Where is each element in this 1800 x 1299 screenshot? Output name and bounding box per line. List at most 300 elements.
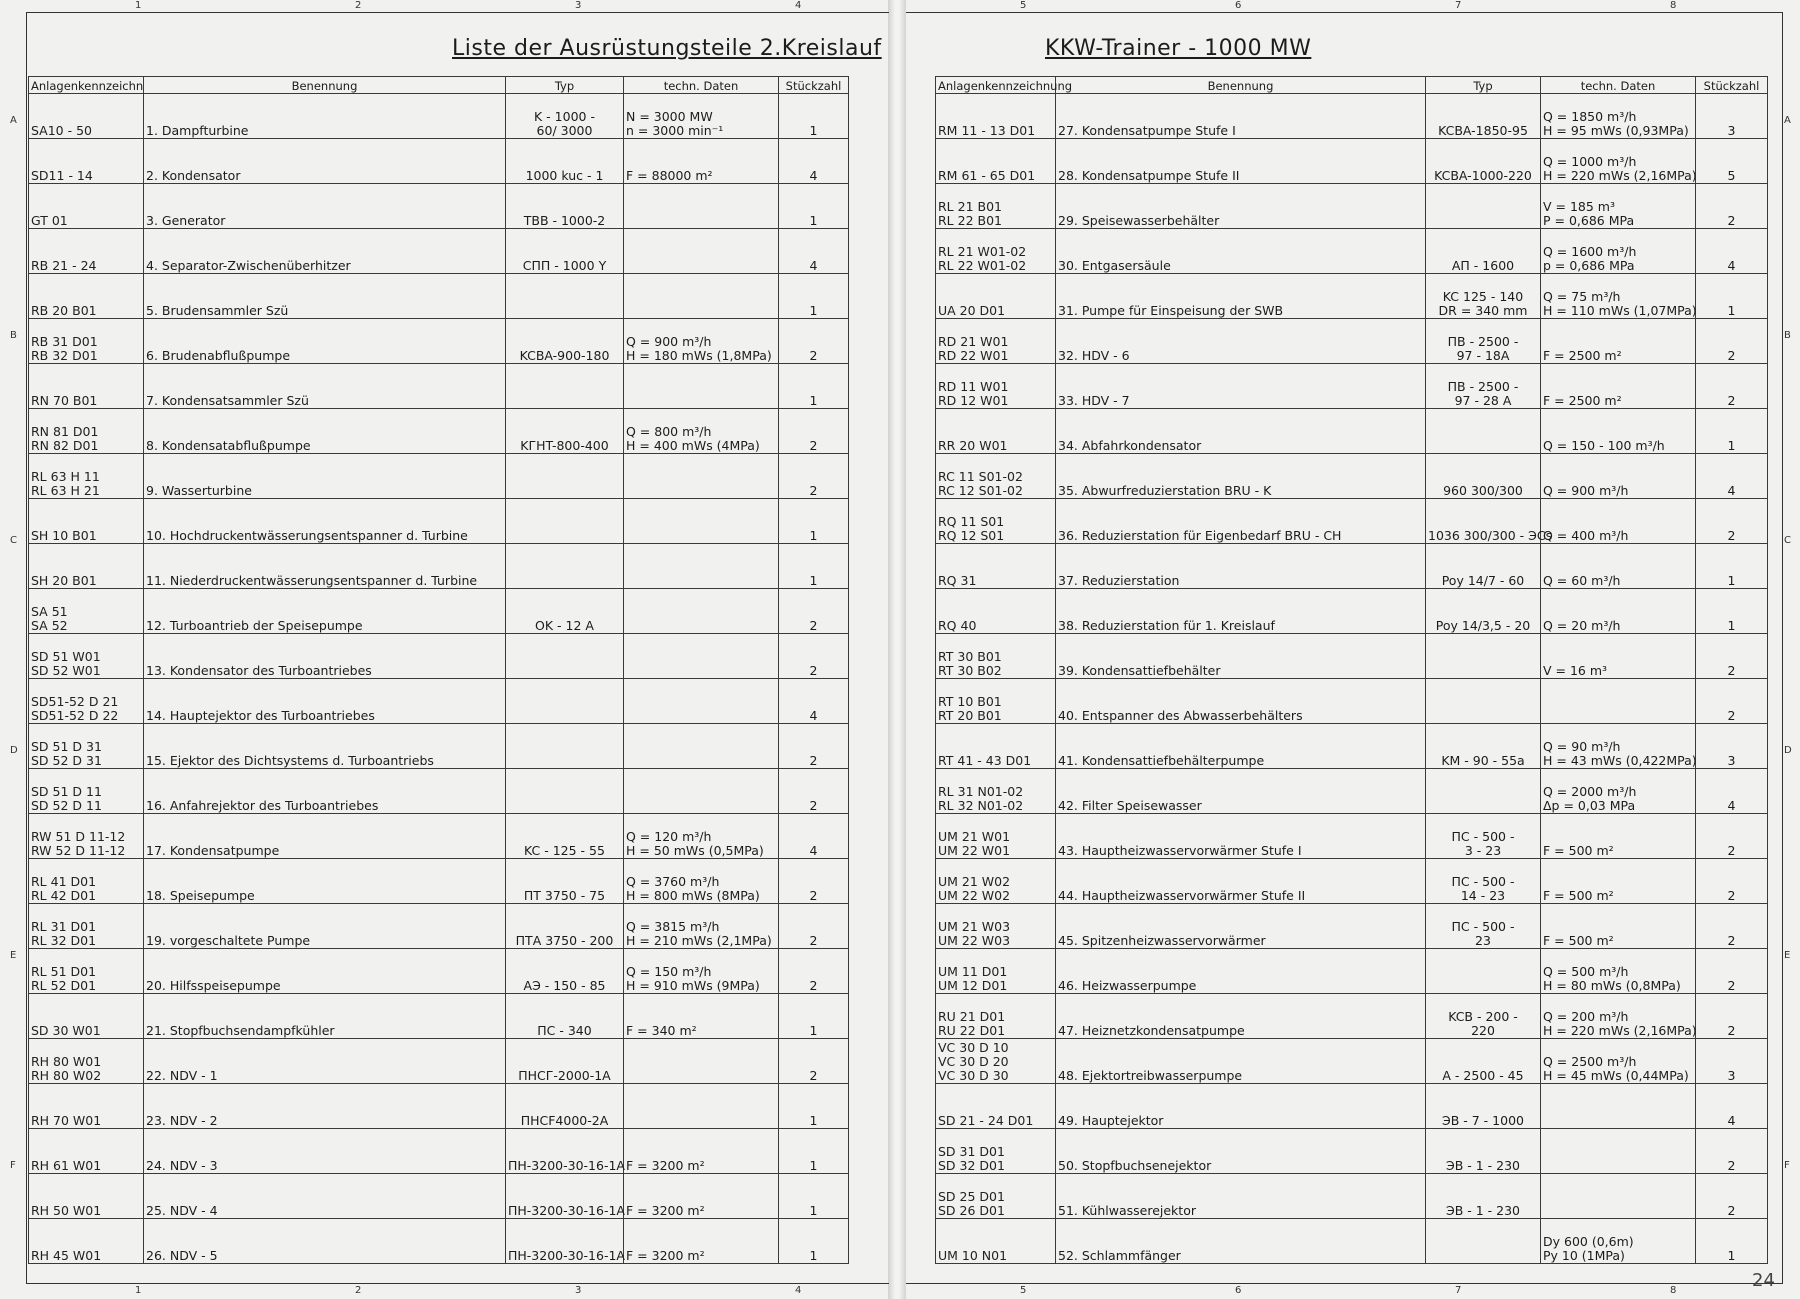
data-cell-line: Q = 1000 m³/h — [1543, 154, 1637, 169]
table-row — [29, 634, 849, 679]
code-cell — [936, 1129, 1056, 1174]
typ-cell-line: ПН-3200-30-16-1A — [508, 1203, 625, 1218]
code-cell-line: UM 12 D01 — [938, 978, 1008, 993]
data-cell — [624, 184, 779, 229]
qty-cell: 1 — [1696, 589, 1768, 634]
name-cell: 18. Speisepumpe — [144, 859, 506, 904]
qty-cell: 1 — [779, 364, 849, 409]
table-row — [936, 994, 1768, 1039]
data-cell-line: H = 80 mWs (0,8MPa) — [1543, 978, 1681, 993]
typ-cell — [506, 994, 624, 1039]
qty-cell: 2 — [1696, 904, 1768, 949]
code-cell-line: VC 30 D 10 — [938, 1040, 1009, 1055]
code-cell — [29, 1219, 144, 1264]
data-cell — [624, 274, 779, 319]
data-cell — [624, 859, 779, 904]
typ-cell — [506, 904, 624, 949]
table-row — [936, 814, 1768, 859]
typ-cell-line: ПНСГ-2000-1A — [518, 1068, 611, 1083]
table-row — [936, 724, 1768, 769]
code-cell-line: RB 20 B01 — [31, 303, 97, 318]
code-cell — [29, 184, 144, 229]
data-cell-line: Q = 2500 m³/h — [1543, 1054, 1637, 1069]
name-cell: 13. Kondensator des Turboantriebes — [144, 634, 506, 679]
qty-cell: 5 — [1696, 139, 1768, 184]
code-cell-line: RL 41 D01 — [31, 874, 97, 889]
code-cell — [936, 1219, 1056, 1264]
data-cell — [624, 544, 779, 589]
typ-cell-line: KC 125 - 140 — [1442, 289, 1524, 304]
code-cell-line: UM 21 W02 — [938, 874, 1011, 889]
grid-number: 3 — [575, 0, 582, 11]
code-cell-line: UA 20 D01 — [938, 303, 1006, 318]
table-row — [936, 1039, 1768, 1084]
name-cell: 34. Abfahrkondensator — [1056, 409, 1426, 454]
typ-cell — [506, 1039, 624, 1084]
code-cell-line: VC 30 D 30 — [938, 1068, 1009, 1083]
typ-cell — [1426, 94, 1541, 139]
code-cell-line: RL 32 N01-02 — [938, 798, 1024, 813]
data-cell — [1541, 994, 1696, 1039]
code-cell-line: RT 41 - 43 D01 — [938, 753, 1032, 768]
typ-cell — [1426, 634, 1541, 679]
data-cell-line: F = 3200 m² — [626, 1158, 705, 1173]
code-cell-line: RH 80 W02 — [31, 1068, 102, 1083]
name-cell: 15. Ejektor des Dichtsystems d. Turboantriebs — [144, 724, 506, 769]
table-row — [29, 724, 849, 769]
code-cell-line: RN 82 D01 — [31, 438, 99, 453]
code-cell-line: RR 20 W01 — [938, 438, 1008, 453]
name-cell: 39. Kondensattiefbehälter — [1056, 634, 1426, 679]
table-row — [936, 94, 1768, 139]
name-cell: 42. Filter Speisewasser — [1056, 769, 1426, 814]
table-row — [936, 409, 1768, 454]
data-cell-line: H = 110 mWs (1,07MPa) — [1543, 303, 1697, 318]
code-cell — [936, 409, 1056, 454]
typ-cell-line: 960 300/300 — [1443, 483, 1523, 498]
grid-letter: A — [1784, 115, 1791, 126]
code-cell — [29, 274, 144, 319]
table-row — [936, 1174, 1768, 1219]
typ-cell-line: 220 — [1471, 1023, 1495, 1038]
code-cell — [936, 634, 1056, 679]
qty-cell: 2 — [779, 319, 849, 364]
qty-cell: 1 — [779, 1219, 849, 1264]
qty-cell: 2 — [779, 724, 849, 769]
code-cell-line: RL 32 D01 — [31, 933, 97, 948]
code-cell-line: UM 22 W01 — [938, 843, 1011, 858]
typ-cell — [506, 454, 624, 499]
data-cell-line: F = 88000 m² — [626, 168, 713, 183]
data-cell — [624, 724, 779, 769]
typ-cell — [1426, 499, 1553, 544]
table-row — [29, 274, 849, 319]
qty-cell: 1 — [779, 499, 849, 544]
data-cell — [1541, 319, 1696, 364]
code-cell-line: SD51-52 D 22 — [31, 708, 119, 723]
code-cell-line: SD 30 W01 — [31, 1023, 101, 1038]
header-name: Benennung — [1056, 77, 1426, 94]
code-cell-line: UM 10 N01 — [938, 1248, 1008, 1263]
typ-cell — [506, 364, 624, 409]
code-cell-line: RM 61 - 65 D01 — [938, 168, 1036, 183]
code-cell — [29, 904, 144, 949]
data-cell-line: n = 3000 min⁻¹ — [626, 123, 724, 138]
typ-cell-line: KCB - 200 - — [1448, 1009, 1518, 1024]
code-cell — [936, 859, 1056, 904]
name-cell: 1. Dampfturbine — [144, 94, 506, 139]
name-cell: 25. NDV - 4 — [144, 1174, 506, 1219]
code-cell-line: RL 22 B01 — [938, 213, 1002, 228]
typ-cell — [1426, 1174, 1541, 1219]
name-cell: 17. Kondensatpumpe — [144, 814, 506, 859]
grid-letter: E — [1784, 950, 1791, 961]
code-cell-line: RB 21 - 24 — [31, 258, 97, 273]
code-cell-line: UM 11 D01 — [938, 964, 1008, 979]
grid-number: 4 — [795, 1285, 802, 1296]
data-cell — [1541, 409, 1696, 454]
data-cell — [624, 769, 779, 814]
code-cell-line: SH 10 B01 — [31, 528, 97, 543]
typ-cell — [506, 589, 624, 634]
code-cell-line: UM 21 W03 — [938, 919, 1011, 934]
typ-cell — [506, 499, 624, 544]
typ-cell — [1426, 1084, 1541, 1129]
data-cell-line: Q = 500 m³/h — [1543, 964, 1629, 979]
typ-cell — [506, 1084, 624, 1129]
code-cell-line: RM 11 - 13 D01 — [938, 123, 1036, 138]
data-cell-line: Dy 600 (0,6m) — [1543, 1234, 1634, 1249]
table-row — [936, 184, 1768, 229]
name-cell: 30. Entgasersäule — [1056, 229, 1426, 274]
code-cell-line: RL 31 N01-02 — [938, 784, 1024, 799]
data-cell-line: H = 220 mWs (2,16MPa) — [1543, 1023, 1697, 1038]
data-cell-line: Q = 800 m³/h — [626, 424, 712, 439]
data-cell — [1541, 94, 1696, 139]
qty-cell: 1 — [1696, 409, 1768, 454]
header-data: techn. Daten — [1541, 77, 1696, 94]
code-cell — [936, 589, 1056, 634]
code-cell — [29, 364, 144, 409]
typ-cell-line: A - 2500 - 45 — [1442, 1068, 1524, 1083]
code-cell-line: RL 21 B01 — [938, 199, 1002, 214]
name-cell: 45. Spitzenheizwasservorwärmer — [1056, 904, 1426, 949]
table-row — [936, 949, 1768, 994]
typ-cell — [506, 859, 624, 904]
qty-cell: 4 — [1696, 1084, 1768, 1129]
code-cell-line: RW 51 D 11-12 — [31, 829, 126, 844]
typ-cell-line: ПС - 500 - — [1451, 919, 1515, 934]
data-cell-line: F = 2500 m² — [1543, 348, 1622, 363]
code-cell-line: SD 52 D 11 — [31, 798, 102, 813]
typ-cell-line: ЭВ - 7 - 1000 — [1442, 1113, 1524, 1128]
grid-number: 7 — [1455, 1285, 1462, 1296]
data-cell-line: F = 3200 m² — [626, 1203, 705, 1218]
grid-letter: E — [10, 950, 17, 961]
code-cell — [936, 949, 1056, 994]
data-cell-line: N = 3000 MW — [626, 109, 713, 124]
typ-cell — [1426, 1219, 1541, 1264]
code-cell-line: GT 01 — [31, 213, 68, 228]
code-cell — [29, 454, 144, 499]
code-cell-line: UM 22 W03 — [938, 933, 1011, 948]
typ-cell — [1426, 1129, 1541, 1174]
qty-cell: 2 — [1696, 679, 1768, 724]
code-cell-line: SD 32 D01 — [938, 1158, 1005, 1173]
typ-cell-line: ПВ - 2500 - — [1447, 334, 1519, 349]
code-cell-line: SD 51 D 31 — [31, 739, 102, 754]
grid-letter: D — [10, 745, 18, 756]
code-cell-line: RT 10 B01 — [938, 694, 1002, 709]
data-cell — [1541, 364, 1696, 409]
typ-cell-line: ЭВ - 1 - 230 — [1445, 1203, 1521, 1218]
name-cell: 27. Kondensatpumpe Stufe I — [1056, 94, 1426, 139]
data-cell-line: Q = 1600 m³/h — [1543, 244, 1637, 259]
code-cell-line: SA10 - 50 — [31, 123, 92, 138]
code-cell — [936, 274, 1056, 319]
code-cell — [936, 364, 1056, 409]
code-cell-line: RQ 12 S01 — [938, 528, 1005, 543]
typ-cell-line: KCBA-1850-95 — [1438, 123, 1528, 138]
typ-cell — [506, 409, 624, 454]
code-cell — [29, 589, 144, 634]
table-row — [936, 319, 1768, 364]
name-cell: 9. Wasserturbine — [144, 454, 506, 499]
qty-cell: 3 — [1696, 1039, 1768, 1084]
table-row — [29, 994, 849, 1039]
code-cell-line: SD 25 D01 — [938, 1189, 1005, 1204]
name-cell: 6. Brudenabflußpumpe — [144, 319, 506, 364]
typ-cell-line: 97 - 28 A — [1454, 393, 1512, 408]
typ-cell-line: KCBA-1000-220 — [1434, 168, 1532, 183]
code-cell-line: RT 30 B01 — [938, 649, 1002, 664]
data-cell — [1541, 1039, 1696, 1084]
data-cell — [624, 904, 779, 949]
typ-cell-line: СПП - 1000 Y — [522, 258, 607, 273]
typ-cell — [1426, 544, 1541, 589]
code-cell-line: RT 30 B02 — [938, 663, 1002, 678]
data-cell-line: Q = 900 m³/h — [626, 334, 712, 349]
code-cell — [936, 499, 1056, 544]
typ-cell — [1426, 949, 1541, 994]
code-cell-line: RD 21 W01 — [938, 334, 1009, 349]
qty-cell: 2 — [1696, 859, 1768, 904]
typ-cell-line: 1036 300/300 - ЭCs — [1428, 528, 1553, 543]
code-cell-line: RL 63 H 21 — [31, 483, 100, 498]
header-code: Anlagenkennzeichnung — [936, 77, 1056, 94]
qty-cell: 1 — [1696, 1219, 1768, 1264]
data-cell — [1541, 634, 1696, 679]
data-cell — [1541, 814, 1696, 859]
typ-cell — [1426, 589, 1541, 634]
name-cell: 10. Hochdruckentwässerungsentspanner d. Turbine — [144, 499, 506, 544]
code-cell-line: RL 22 W01-02 — [938, 258, 1027, 273]
grid-number: 1 — [135, 1285, 142, 1296]
table-row — [936, 859, 1768, 904]
code-cell — [29, 994, 144, 1039]
code-cell — [29, 1039, 144, 1084]
name-cell: 20. Hilfsspeisepumpe — [144, 949, 506, 994]
typ-cell — [1426, 229, 1541, 274]
data-cell-line: Q = 75 m³/h — [1543, 289, 1621, 304]
data-cell — [624, 1084, 779, 1129]
table-row — [936, 139, 1768, 184]
typ-cell-line: 3 - 23 — [1464, 843, 1502, 858]
data-cell — [624, 994, 779, 1039]
typ-cell-line: ЭВ - 1 - 230 — [1445, 1158, 1521, 1173]
name-cell: 5. Brudensammler Szü — [144, 274, 506, 319]
table-row — [29, 319, 849, 364]
data-cell — [1541, 859, 1696, 904]
grid-letter: D — [1784, 745, 1792, 756]
table-row — [936, 1084, 1768, 1129]
table-row — [29, 1039, 849, 1084]
header-typ: Typ — [1426, 77, 1541, 94]
code-cell-line: RH 50 W01 — [31, 1203, 102, 1218]
code-cell-line: SD 52 D 31 — [31, 753, 102, 768]
code-cell — [29, 949, 144, 994]
qty-cell: 1 — [779, 994, 849, 1039]
typ-cell — [506, 724, 624, 769]
qty-cell: 2 — [779, 634, 849, 679]
qty-cell: 2 — [779, 454, 849, 499]
header-qty: Stückzahl — [779, 77, 849, 94]
table-row — [29, 499, 849, 544]
code-cell-line: RB 31 D01 — [31, 334, 98, 349]
code-cell — [936, 94, 1056, 139]
typ-cell — [1426, 364, 1541, 409]
typ-cell-line: ПН-3200-30-16-1A — [508, 1248, 625, 1263]
code-cell — [29, 769, 144, 814]
table-row — [29, 589, 849, 634]
data-cell-line: Δp = 0,03 MPa — [1543, 798, 1636, 813]
data-cell-line: F = 500 m² — [1543, 843, 1614, 858]
data-cell — [1541, 1129, 1696, 1174]
grid-number: 3 — [575, 1285, 582, 1296]
data-cell — [1541, 1084, 1696, 1129]
data-cell-line: F = 340 m² — [626, 1023, 697, 1038]
qty-cell: 4 — [1696, 454, 1768, 499]
code-cell-line: RL 51 D01 — [31, 964, 97, 979]
typ-cell — [1426, 454, 1541, 499]
typ-cell-line: Poy 14/3,5 - 20 — [1435, 618, 1531, 633]
qty-cell: 2 — [1696, 949, 1768, 994]
code-cell-line: RL 42 D01 — [31, 888, 97, 903]
code-cell-line: RH 70 W01 — [31, 1113, 102, 1128]
code-cell — [29, 1084, 144, 1129]
data-cell — [1541, 139, 1696, 184]
data-cell — [624, 1039, 779, 1084]
name-cell: 49. Hauptejektor — [1056, 1084, 1426, 1129]
code-cell-line: RD 12 W01 — [938, 393, 1009, 408]
typ-cell — [506, 274, 624, 319]
qty-cell: 3 — [1696, 724, 1768, 769]
code-cell-line: SD51-52 D 21 — [31, 694, 119, 709]
table-row — [29, 229, 849, 274]
qty-cell: 2 — [779, 589, 849, 634]
data-cell — [624, 814, 779, 859]
typ-cell — [1426, 994, 1541, 1039]
data-cell-line: Q = 90 m³/h — [1543, 739, 1621, 754]
name-cell: 32. HDV - 6 — [1056, 319, 1426, 364]
name-cell: 46. Heizwasserpumpe — [1056, 949, 1426, 994]
data-cell-line: Q = 900 m³/h — [1543, 483, 1629, 498]
data-cell-line: Q = 200 m³/h — [1543, 1009, 1629, 1024]
grid-number: 2 — [355, 1285, 362, 1296]
header-name: Benennung — [144, 77, 506, 94]
page-number: 24 — [1752, 1270, 1775, 1291]
table-row — [29, 679, 849, 724]
data-cell — [624, 409, 779, 454]
trainer-title: KKW-Trainer - 1000 MW — [1045, 36, 1312, 61]
typ-cell — [1426, 859, 1541, 904]
typ-cell — [506, 184, 624, 229]
qty-cell: 1 — [1696, 274, 1768, 319]
table-row — [29, 904, 849, 949]
data-cell — [1541, 724, 1696, 769]
table-row — [936, 1129, 1768, 1174]
qty-cell: 1 — [1696, 544, 1768, 589]
name-cell: 4. Separator-Zwischenüberhitzer — [144, 229, 506, 274]
name-cell: 43. Hauptheizwasservorwärmer Stufe I — [1056, 814, 1426, 859]
data-cell — [624, 499, 779, 544]
code-cell-line: RH 80 W01 — [31, 1054, 102, 1069]
table-row — [29, 859, 849, 904]
header-typ: Typ — [506, 77, 624, 94]
qty-cell: 2 — [1696, 1129, 1768, 1174]
code-cell-line: RU 21 D01 — [938, 1009, 1006, 1024]
equipment-table-right — [935, 76, 1768, 1264]
typ-cell — [1426, 139, 1541, 184]
code-cell — [29, 1129, 144, 1174]
code-cell-line: RQ 31 — [938, 573, 977, 588]
code-cell — [29, 814, 144, 859]
code-cell-line: RU 22 D01 — [938, 1023, 1006, 1038]
typ-cell — [506, 319, 624, 364]
table-row — [936, 769, 1768, 814]
data-cell-line: V = 185 m³ — [1543, 199, 1615, 214]
code-cell — [936, 544, 1056, 589]
data-cell-line: Q = 2000 m³/h — [1543, 784, 1637, 799]
code-cell — [29, 139, 144, 184]
typ-cell-line: ПТ 3750 - 75 — [523, 888, 606, 903]
code-cell — [29, 94, 144, 139]
table-row — [936, 1219, 1768, 1264]
qty-cell: 2 — [1696, 814, 1768, 859]
data-cell-line: H = 400 mWs (4MPa) — [626, 438, 760, 453]
qty-cell: 4 — [1696, 229, 1768, 274]
code-cell — [936, 454, 1056, 499]
name-cell: 3. Generator — [144, 184, 506, 229]
code-cell-line: RC 12 S01-02 — [938, 483, 1023, 498]
data-cell-line: F = 2500 m² — [1543, 393, 1622, 408]
qty-cell: 4 — [779, 139, 849, 184]
data-cell — [624, 364, 779, 409]
data-cell-line: Q = 60 m³/h — [1543, 573, 1621, 588]
typ-cell-line: 60/ 3000 — [536, 123, 593, 138]
data-cell-line: H = 43 mWs (0,422MPa) — [1543, 753, 1697, 768]
table-row — [936, 499, 1768, 544]
data-cell — [1541, 274, 1696, 319]
name-cell: 8. Kondensatabflußpumpe — [144, 409, 506, 454]
data-cell — [624, 949, 779, 994]
data-cell-line: F = 500 m² — [1543, 888, 1614, 903]
data-cell-line: V = 16 m³ — [1543, 663, 1608, 678]
grid-number: 7 — [1455, 0, 1462, 11]
name-cell: 16. Anfahrejektor des Turboantriebes — [144, 769, 506, 814]
qty-cell: 4 — [779, 679, 849, 724]
typ-cell — [506, 1174, 624, 1219]
